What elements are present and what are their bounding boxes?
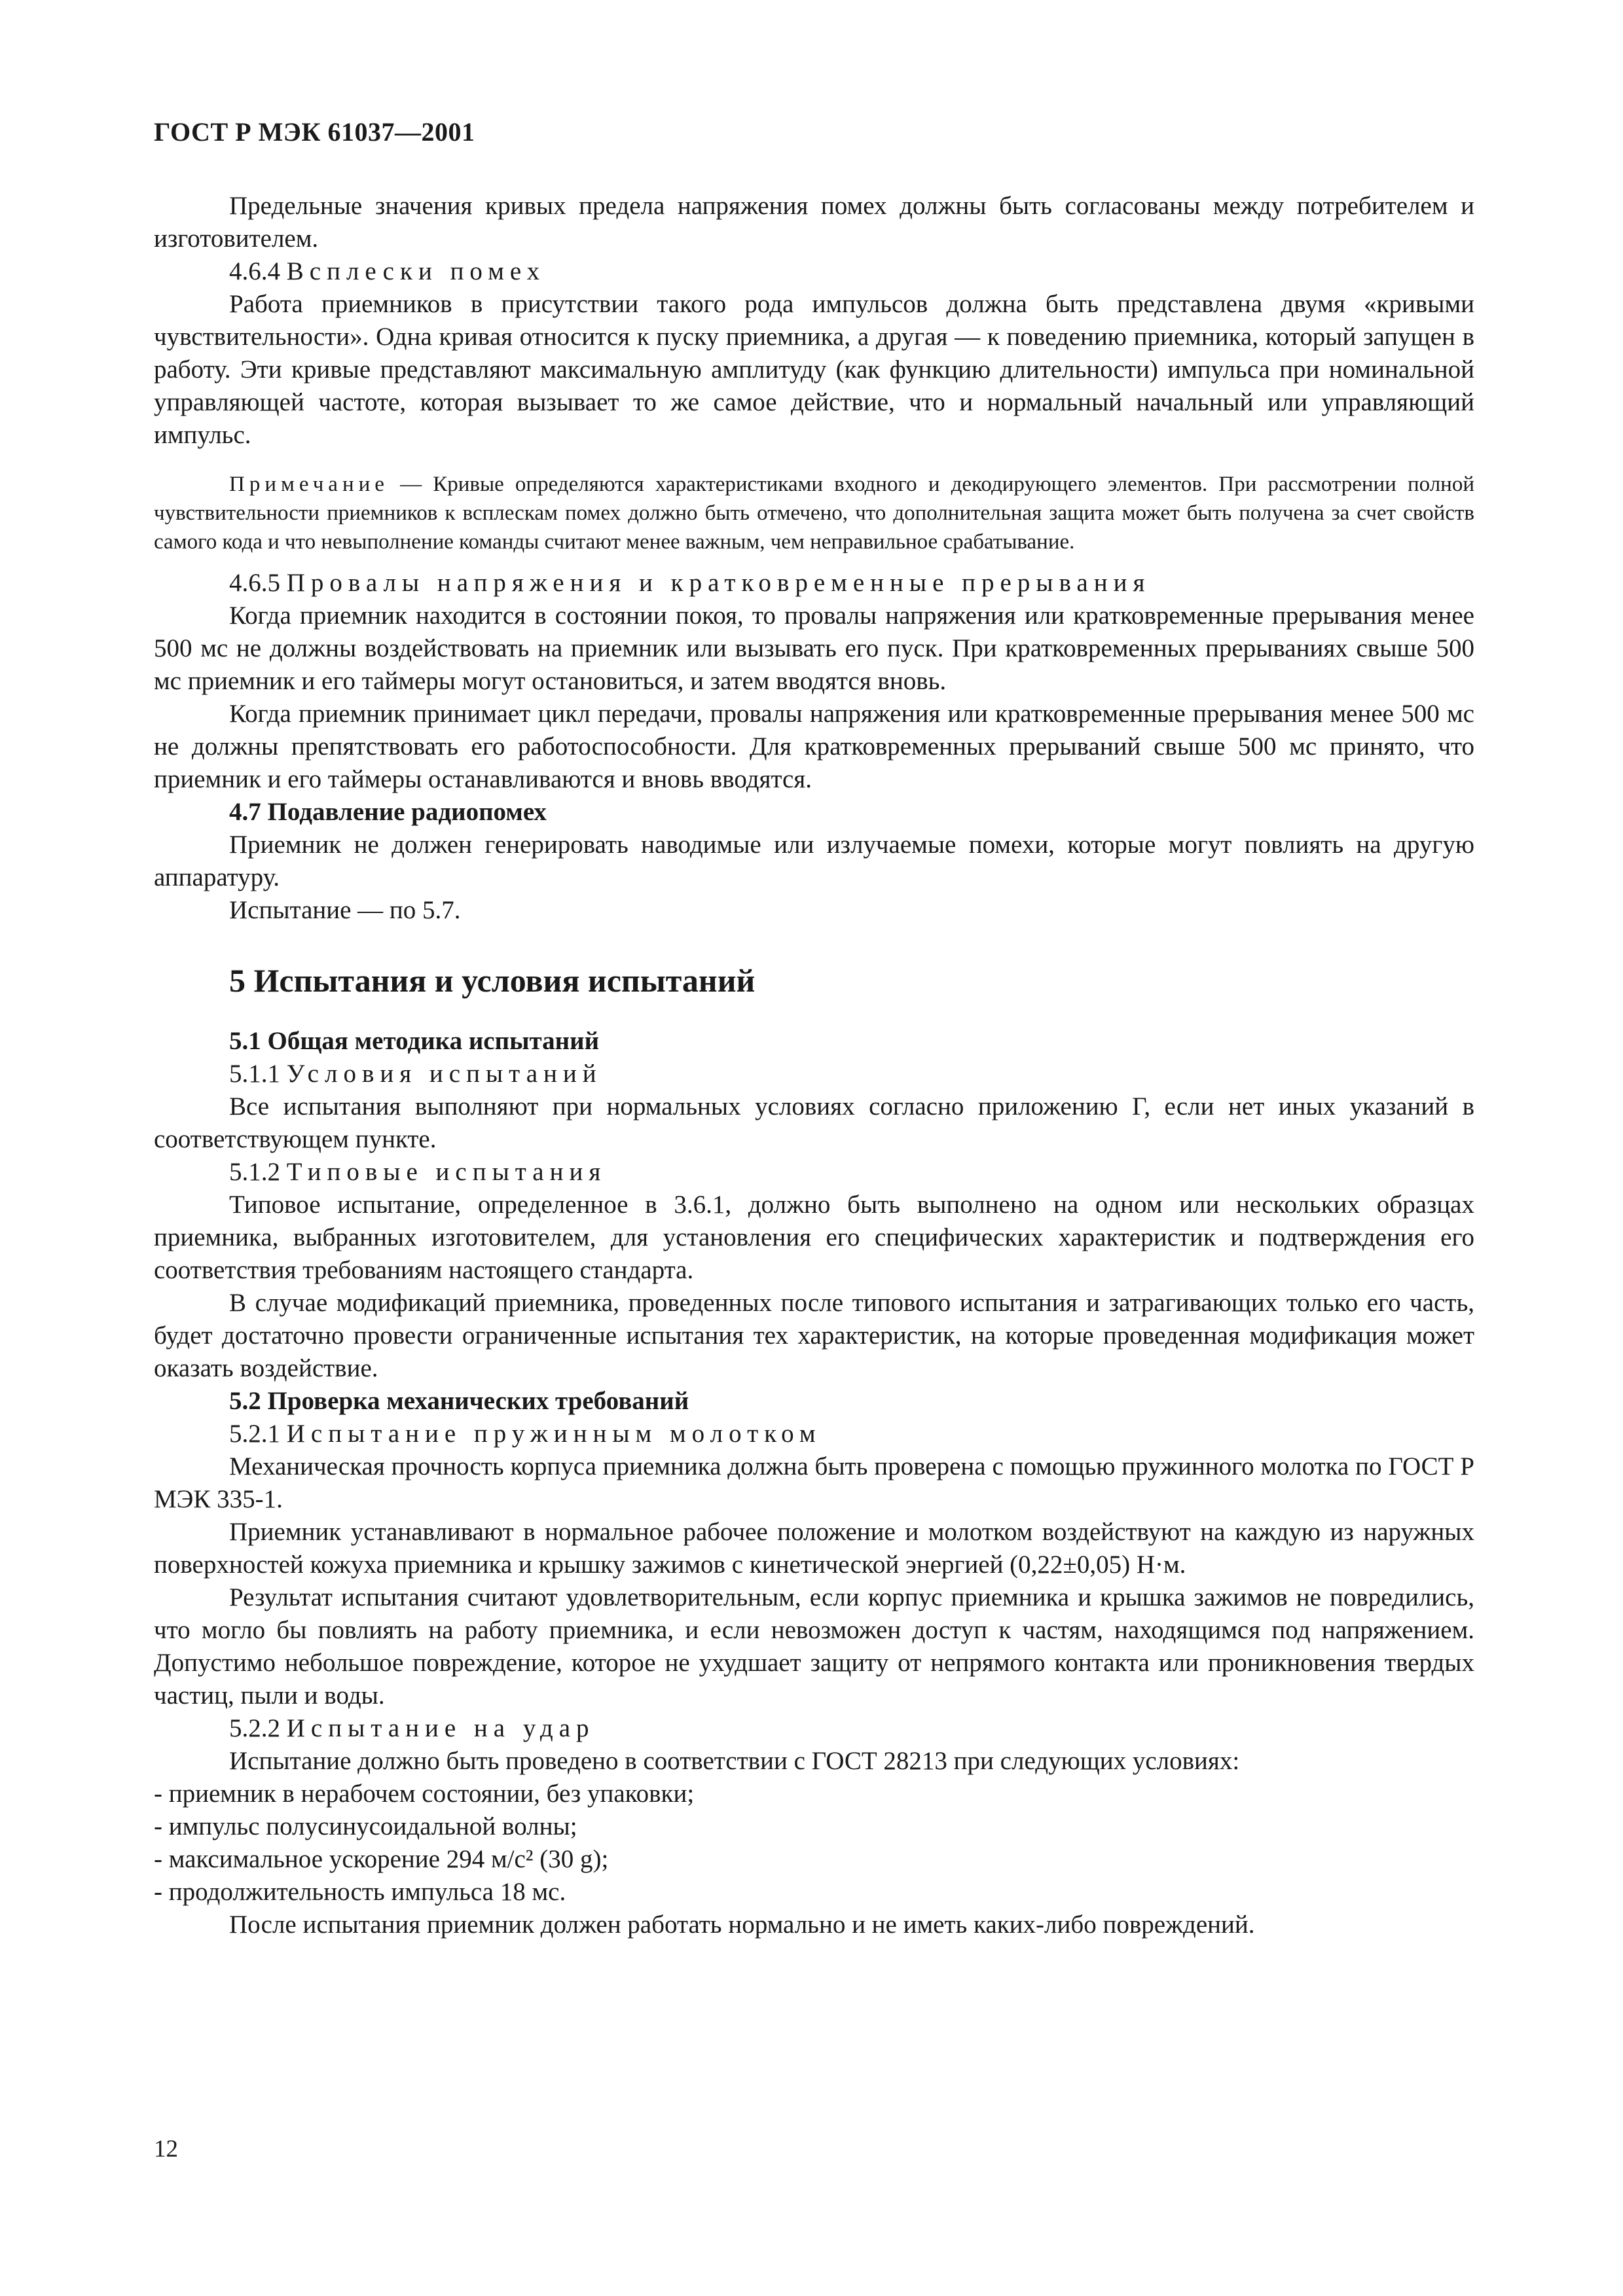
list-item: - продолжительность импульса 18 мс.: [154, 1878, 566, 1906]
paragraph: В случае модификаций приемника, проведенных после типового испытания и затрагивающих только его часть, будет достаточно провести ограниченные испытания тех характеристик, на которые проведенная модификация может оказать воздействие.: [154, 1289, 1474, 1382]
paragraph: Работа приемников в присутствии такого рода импульсов должна быть представлена двумя «кривыми чувствительности». Одна кривая относится к пуску приемника, а другая — к поведению приемника, который запущен в работу. Эти кривые представляют максимальную амплитуду (как функцию длительности) импульса при номинальной управляющей частоте, которая вызывает то же самое действие, что и нормальный начальный или управляющий импульс.: [154, 290, 1474, 449]
clause-number: 4.6.5: [229, 569, 280, 597]
subclause-heading-4-6-5: [154, 567, 1474, 600]
clause-number: 5.2.2: [229, 1714, 280, 1742]
paragraph: Результат испытания считают удовлетворительным, если корпус приемника и крышка зажимов не повредились, что могло бы повлиять на работу приемника, и если невозможен доступ к частям, находящимся под напряжением. Допустимо небольшое повреждение, которое не ухудшает защиту от непрямого контакта или проникновения твердых частиц, пыли и воды.: [154, 1583, 1474, 1710]
clause-title: Типовые испытания: [286, 1158, 607, 1186]
clause-title: Условия испытаний: [286, 1060, 602, 1088]
paragraph: Приемник устанавливают в нормальное рабочее положение и молотком воздействуют на каждую из наружных поверхностей кожуха приемника и крышку зажимов с кинетической энергией (0,22±0,05) Н·м.: [154, 1518, 1474, 1579]
subclause-heading-5-2-1: [154, 1418, 1474, 1450]
subclause-heading-5-1-2: [154, 1156, 1474, 1189]
clause-heading-5-1: 5.1 Общая методика испытаний: [229, 1027, 600, 1055]
clause-title: Провалы напряжения и кратковременные прерывания: [286, 569, 1151, 597]
note-label: Примечание: [229, 473, 389, 496]
list-item: - импульс полусинусоидальной волны;: [154, 1812, 577, 1840]
paragraph: Приемник не должен генерировать наводимые или излучаемые помехи, которые могут повлиять на другую аппаратуру.: [154, 831, 1474, 891]
subclause-heading-5-2-2: [154, 1712, 1474, 1745]
page-number: 12: [154, 2136, 178, 2162]
paragraph: Когда приемник принимает цикл передачи, провалы напряжения или кратковременные прерывания менее 500 мс не должны препятствовать его работоспособности. Для кратковременных прерываний свыше 500 мс принято, что приемник и его таймеры останавливаются и вновь вводятся.: [154, 700, 1474, 793]
paragraph: После испытания приемник должен работать нормально и не иметь каких-либо повреждений.: [229, 1910, 1255, 1939]
paragraph: Испытание должно быть проведено в соответствии с ГОСТ 28213 при следующих условиях:: [229, 1747, 1240, 1775]
paragraph: Предельные значения кривых предела напряжения помех должны быть согласованы между потребителем и изготовителем.: [154, 192, 1474, 253]
clause-title: Испытание пружинным молотком: [286, 1420, 822, 1448]
note-text: — Кривые определяются характеристиками входного и декодирующего элементов. При рассмотрении полной чувствительности приемников к всплескам помех должно быть отмечено, что дополнительная защита может быть получена за счет свойств самого кода и что невыполнение команды считают менее важным, чем неправильное срабатывание.: [154, 473, 1474, 554]
subclause-heading-5-1-1: [154, 1058, 1474, 1090]
paragraph: Испытание — по 5.7.: [229, 896, 461, 924]
clause-number: 4.6.4: [229, 257, 280, 285]
clause-number: 5.1.2: [229, 1158, 280, 1186]
paragraph: Когда приемник находится в состоянии покоя, то провалы напряжения или кратковременные прерывания менее 500 мс не должны воздействовать на приемник или вызывать его пуск. При кратковременных прерываниях свыше 500 мс приемник и его таймеры могут остановиться, и затем вводятся вновь.: [154, 601, 1474, 695]
page-body: [154, 190, 1474, 1941]
subclause-heading-4-6-4: [154, 255, 1474, 288]
clause-number: 5.1.1: [229, 1060, 280, 1088]
list-item: - приемник в нерабочем состоянии, без упаковки;: [154, 1780, 695, 1808]
paragraph: Типовое испытание, определенное в 3.6.1, должно быть выполнено на одном или нескольких образцах приемника, выбранных изготовителем, для установления его специфических характеристик и подтверждения его соответствия требованиям настоящего стандарта.: [154, 1191, 1474, 1284]
list-item: - максимальное ускорение 294 м/с² (30 g);: [154, 1845, 609, 1873]
section-heading-5: 5 Испытания и условия испытаний: [229, 962, 756, 999]
clause-title: Всплески помех: [286, 257, 546, 285]
paragraph: Все испытания выполняют при нормальных условиях согласно приложению Г, если нет иных указаний в соответствующем пункте.: [154, 1092, 1474, 1153]
document-header: ГОСТ Р МЭК 61037—2001: [154, 117, 475, 147]
clause-heading-5-2: 5.2 Проверка механических требований: [229, 1387, 689, 1415]
paragraph: Механическая прочность корпуса приемника должна быть проверена с помощью пружинного молотка по ГОСТ Р МЭК 335-1.: [154, 1452, 1474, 1513]
note: [154, 470, 1474, 556]
clause-title: Испытание на удар: [286, 1714, 595, 1742]
clause-number: 5.2.1: [229, 1420, 280, 1448]
clause-heading-4-7: 4.7 Подавление радиопомех: [229, 798, 547, 826]
